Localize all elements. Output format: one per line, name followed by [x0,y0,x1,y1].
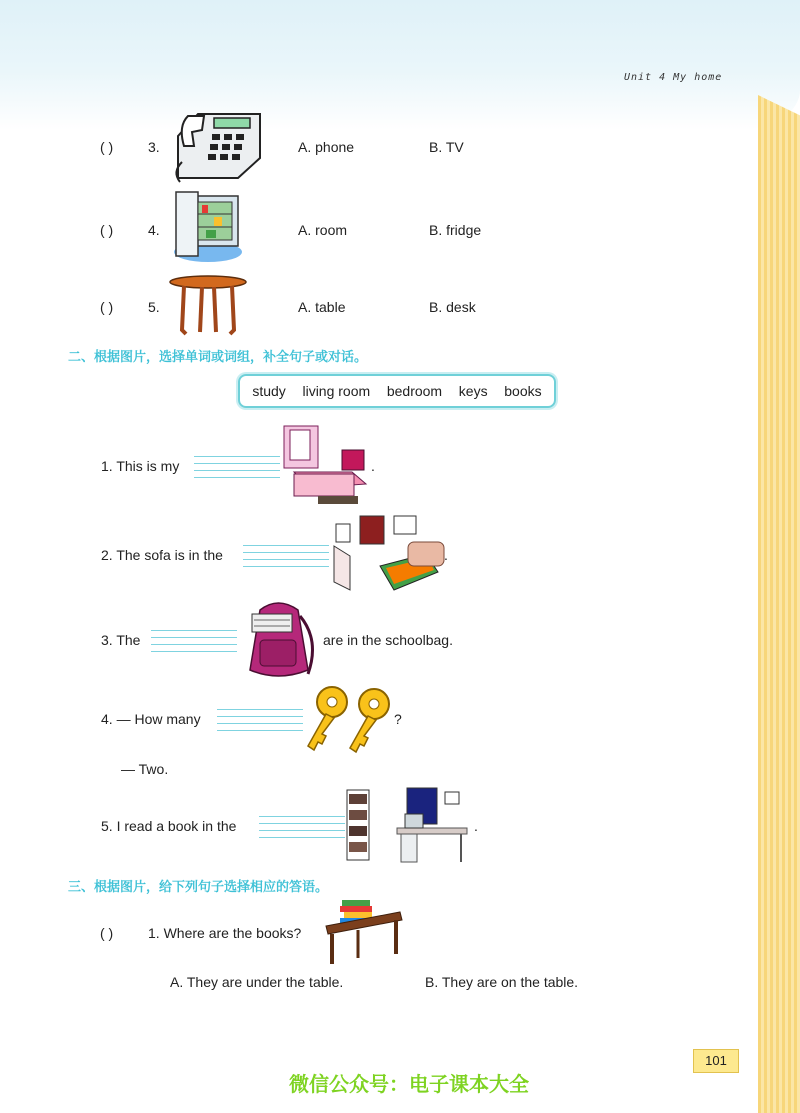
option-b: B. They are on the table. [425,974,579,990]
option-a: A. room [298,222,348,238]
question-text: 4. — How many [101,711,201,727]
punctuation: . [444,547,448,563]
keys-icon [302,684,396,754]
item-number: 4. [148,222,160,238]
word-bank-item: books [504,383,542,399]
word-bank-item: study [252,383,286,399]
word-bank-item: living room [302,383,371,399]
punctuation: ? [394,711,402,727]
phone-icon [168,106,264,186]
option-b: B. TV [429,139,464,155]
option-b: B. fridge [429,222,482,238]
question-text: 2. The sofa is in the [101,547,223,563]
answer-paren[interactable]: ( ) [100,139,114,155]
unit-label: Unit 4 My home [624,72,723,83]
books-on-table-icon [322,898,404,966]
punctuation: . [371,458,375,474]
answer-blank[interactable] [151,626,237,652]
answer-paren[interactable]: ( ) [100,222,114,238]
option-a: A. phone [298,139,355,155]
fridge-icon [168,190,242,268]
question-text: 1. Where are the books? [148,925,302,941]
question-text: 5. I read a book in the [101,818,237,834]
answer-blank[interactable] [259,812,345,838]
schoolbag-icon [238,600,320,680]
table-icon [168,274,248,336]
item-number: 3. [148,139,160,155]
header-background [0,0,800,130]
answer-paren[interactable]: ( ) [100,925,114,941]
word-bank-item: bedroom [386,383,443,399]
section-three-title: 三、根据图片，给下列句子选择相应的答语。 [68,880,329,895]
study-icon [345,784,469,866]
section-two-title: 二、根据图片，选择单词或词组，补全句子或对话。 [68,350,368,365]
question-text-end: are in the schoolbag. [323,632,453,648]
page-edge-decoration [758,95,800,1113]
living-room-icon [330,512,448,594]
punctuation: . [474,818,478,834]
answer-blank[interactable] [217,705,303,731]
page-number: 101 [693,1049,739,1073]
item-number: 5. [148,299,160,315]
word-bank-item: keys [458,383,488,399]
answer-blank[interactable] [243,541,329,567]
question-text: 3. The [101,632,141,648]
option-a: A. table [298,299,346,315]
answer-text: — Two. [121,761,169,777]
option-b: B. desk [429,299,476,315]
bedroom-icon [282,424,370,506]
option-a: A. They are under the table. [170,974,344,990]
question-text: 1. This is my [101,458,180,474]
word-bank [238,374,556,408]
answer-blank[interactable] [194,452,280,478]
watermark: 微信公众号：电子课本大全 [289,1072,529,1096]
answer-paren[interactable]: ( ) [100,299,114,315]
